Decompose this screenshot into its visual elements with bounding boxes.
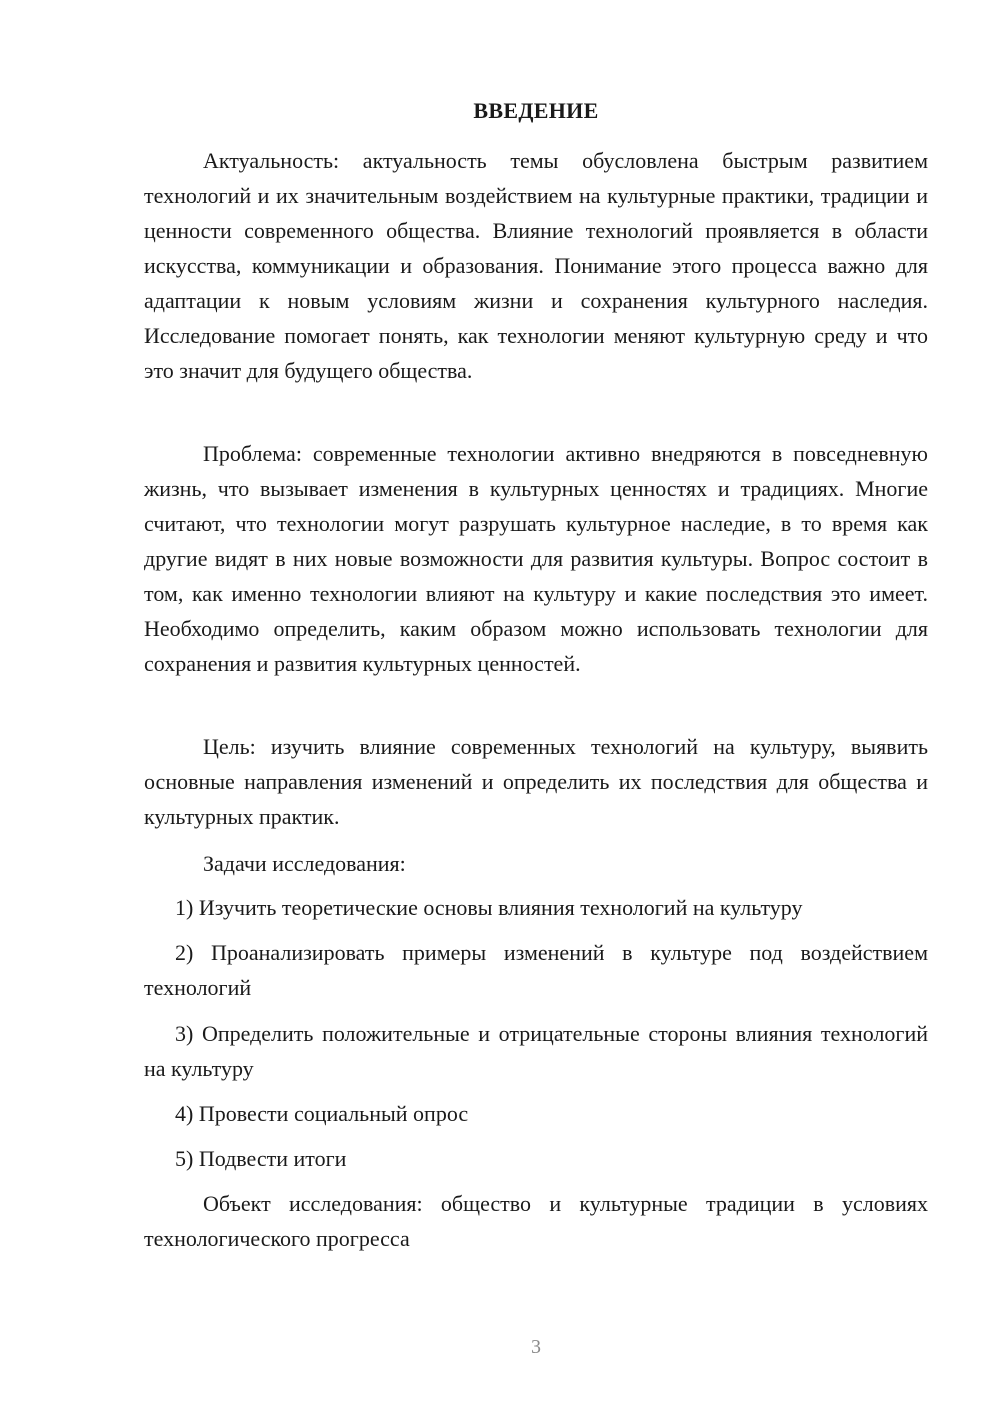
paragraph-relevance: Актуальность: актуальность темы обусловлена быстрым развитием технологий и их значительным воздействием на культурные практики, традиции и ценности современного общества. Влияние технологий проявляется в области искусства, коммуникации и образования. Понимание этого процесса важно для адаптации к новым условиям жизни и сохранения культурного наследия. Исследование помогает понять, как технологии меняют культурную среду и что это значит для будущего общества. bbox=[144, 148, 928, 383]
task-item-4: 4) Провести социальный опрос bbox=[175, 1101, 469, 1126]
page-title: ВВЕДЕНИЕ bbox=[473, 98, 599, 123]
page-number: 3 bbox=[531, 1336, 541, 1358]
tasks-heading: Задачи исследования: bbox=[203, 851, 406, 876]
task-item-2: 2) Проанализировать примеры изменений в культуре под воздействием технологий bbox=[144, 940, 928, 1000]
task-item-3: 3) Определить положительные и отрицательные стороны влияния технологий на культуру bbox=[144, 1021, 928, 1081]
paragraph-goal: Цель: изучить влияние современных технологий на культуру, выявить основные направления изменений и определить их последствия для общества и культурных практик. bbox=[144, 734, 928, 829]
task-item-1: 1) Изучить теоретические основы влияния технологий на культуру bbox=[175, 895, 803, 920]
paragraph-object: Объект исследования: общество и культурные традиции в условиях технологического прогресса bbox=[144, 1191, 928, 1251]
paragraph-problem: Проблема: современные технологии активно внедряются в повседневную жизнь, что вызывает изменения в культурных ценностях и традициях. Многие считают, что технологии могут разрушать культурное наследие, в то время как другие видят в них новые возможности для развития культуры. Вопрос состоит в том, как именно технологии влияют на культуру и какие последствия это имеет. Необходимо определить, каким образом можно использовать технологии для сохранения и развития культурных ценностей. bbox=[144, 441, 928, 676]
task-item-5: 5) Подвести итоги bbox=[175, 1146, 347, 1171]
